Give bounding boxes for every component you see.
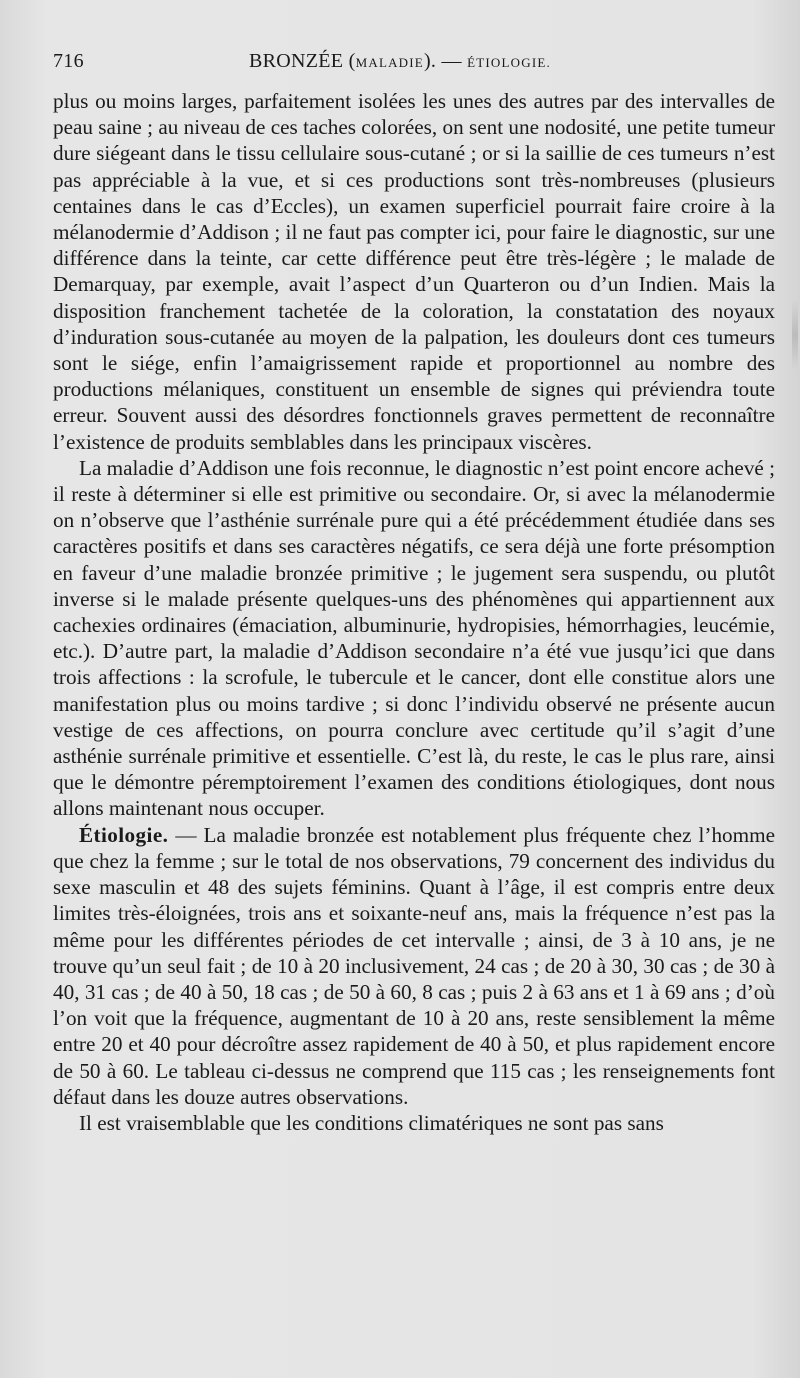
running-title-small-caps: MALADIE (355, 55, 424, 70)
running-title-separator: — (436, 50, 468, 72)
running-section-label: ÉTIOLOGIE. (467, 55, 551, 70)
running-title-paren-open: ( (343, 50, 356, 72)
paragraph-diagnostic: La maladie d’Addison une fois reconnue, le diagnostic n’est point encore achevé ; il reste à déterminer si elle est primitive ou secondaire. Or, si avec la mélanodermie on n’observe que l’asthénie surrénale pure qui a été précédemment étudiée dans ses caractères positifs et dans ses caractères négatifs, ce sera déjà une forte présomption en faveur d’une maladie bronzée primitive ; le jugement sera suspendu, ou plutôt inverse si le malade présente quelques-uns des phénomènes qui appartiennent aux cachexies ordinaires (émaciation, albuminurie, hydropisies, hémorrhagies, leucémie, etc.). D’autre part, la maladie d’Addison secondaire n’a été vue jusqu’ici que dans trois affections : la scrofule, le tubercule et le cancer, dont elle constitue alors une manifestation plus ou moins tardive ; si donc l’individu observé ne présente aucun vestige de ces affections, on pourra conclure avec certitude qu’il s’agit d’une asthénie surrénale primitive et essentielle. C’est là, du reste, le cas le plus rare, ainsi que le démontre péremptoirement l’examen des conditions étiologiques, dont nous allons maintenant nous occuper. (53, 455, 776, 821)
page-edge-shadow (792, 300, 798, 370)
page-number: 716 (53, 50, 84, 72)
paragraph-continuation: plus ou moins larges, parfaitement isolées les unes des autres par des intervalles de peau saine ; au niveau de ces taches colorées, on sent une nodosité, une petite tumeur dure siégeant dans le tissu cellulaire sous-cutané ; or si la saillie de ces tumeurs n’est pas appréciable à la vue, et si ces productions sont très-nombreuses (plusieurs centaines dans le cas d’Eccles), un examen superficiel pourrait faire croire à la mélanodermie d’Addison ; il ne faut pas compter ici, pour faire le diagnostic, sur une différence dans la teinte, car cette différence peut être très-légère ; le malade de Demarquay, par exemple, avait l’aspect d’un Quarteron ou d’un Indien. Mais la disposition franchement tachetée de la coloration, la constatation des noyaux d’induration sous-cutanée au moyen de la palpation, les douleurs dont ces tumeurs sont le siége, enfin l’amaigrissement rapide et proportionnel au nombre des productions mélaniques, constituent un ensemble de signes qui préviendra toute erreur. Souvent aussi des désordres fonctionnels graves permettent de reconnaître l’existence de produits semblables dans les principaux viscères. (53, 89, 775, 454)
paragraph-etiologie (53, 822, 775, 1110)
running-title-paren-close: ). (423, 50, 437, 72)
paragraph-climat: Il est vraisemblable que les conditions climatériques ne sont pas sans (79, 1110, 664, 1135)
running-title-main: BRONZÉE (249, 50, 344, 72)
running-head (53, 50, 774, 84)
body-text (53, 88, 775, 1136)
paragraph-etiologie-text: — La maladie bronzée est notablement plus fréquente chez l’homme que chez la femme ; sur le total de nos observations, 79 concernent des individus du sexe masculin et 48 des sujets féminins. Quant à l’âge, il est compris entre deux limites très-éloignées, trois ans et soixante-neuf ans, mais la fréquence n’est pas la même pour les différentes périodes de cet intervalle ; ainsi, de 3 à 10 ans, je ne trouve qu’un seul fait ; de 10 à 20 inclusivement, 24 cas ; de 20 à 30, 30 cas ; de 30 à 40, 31 cas ; de 40 à 50, 18 cas ; de 50 à 60, 8 cas ; puis 2 à 63 ans et 1 à 69 ans ; d’où l’on voit que la fréquence, augmentant de 10 à 20 ans, reste sensiblement la même entre 20 et 40 pour décroître assez rapidement de 40 à 50, et plus rapidement encore de 50 à 60. Le tableau ci-dessus ne comprend que 115 cas ; les renseignements font défaut dans les douze autres observations. (53, 822, 775, 1109)
running-title (249, 50, 551, 73)
section-heading-etiologie: Étiologie. (79, 822, 169, 847)
